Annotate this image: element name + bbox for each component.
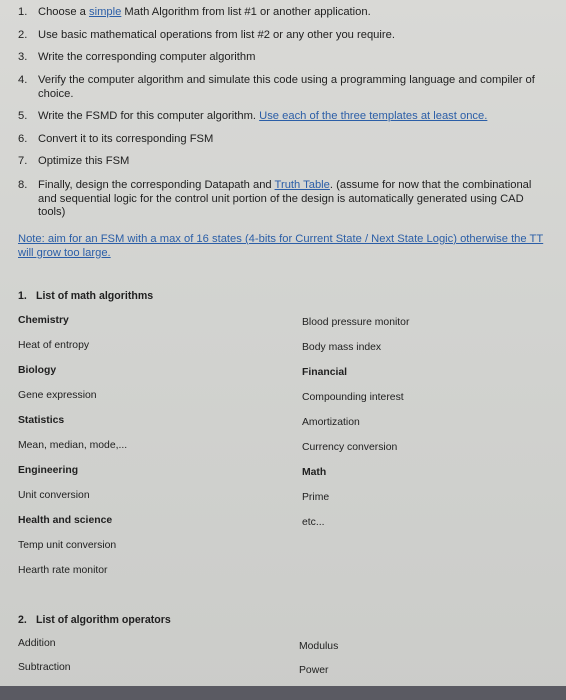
step-text: Write the FSMD for this computer algorithm. Use each of the three templates at least once. <box>38 110 488 122</box>
list-item: Temp unit conversion <box>18 540 117 551</box>
category-math: Math <box>302 467 327 478</box>
list-item: Amortization <box>302 417 360 428</box>
step-text: Choose a simple Math Algorithm from list #1 or another application. <box>38 6 371 18</box>
category-chemistry: Chemistry <box>18 315 69 326</box>
list-item: Subtraction <box>18 662 71 673</box>
list-item: etc... <box>302 517 325 528</box>
list2-heading: 2. List of algorithm operators <box>18 614 171 626</box>
step-text: Optimize this FSM <box>38 155 130 167</box>
list-item: Body mass index <box>302 342 382 353</box>
category-engineering: Engineering <box>18 465 79 476</box>
list-item: Currency conversion <box>302 442 398 453</box>
list-item: Modulus <box>299 641 339 652</box>
link-templates[interactable]: Use each of the three templates at least once. <box>259 110 488 122</box>
list-item: Mean, median, mode,... <box>18 440 128 451</box>
category-biology: Biology <box>18 365 57 376</box>
link-simple[interactable]: simple <box>89 6 122 18</box>
category-health-science: Health and science <box>18 515 113 526</box>
list-item: Prime <box>302 492 330 503</box>
step-text: Write the corresponding computer algorithm <box>38 51 256 63</box>
step-text: Verify the computer algorithm and simulate this code using a programming language and compiler of choice. <box>38 74 535 100</box>
document-page: 1. Choose a simple Math Algorithm from list #1 or another application. 2. Use basic mathematical operations from list #2 or any other you require. 3. Write the corresponding computer algorithm 4. Verify the computer algorithm and simulate this code using a programming language and compiler of choice. 5. Write the FSMD for this computer algorithm. Use each of the three templates at least once. 6. Convert it to its corresponding FSM 7. Optimize this FSM 8. Finally, design the corresponding Datapath and Truth Table. (assume for now that the combinational and sequential logic for the control unit portion of the design is automatically generated using CAD tools) Note: aim for an FSM with a max of 16 states (4-bits for Current State / Next State Logic) otherwise the TT will grow too large. 1. List of math algorithms Chemistry Heat of entropy Biology Gene expression Statistics Mean, median, mode,... Engineering Unit conversion Health and science Temp unit conversion Hearth rate monitor Blood pressure monitor Body mass index Financial Compounding interest Amortization Currency conversion Math Prime etc... 2. List of algorithm operators Addition Subtraction Modulus Power <box>0 0 566 700</box>
step-text: Use basic mathematical operations from list #2 or any other you require. <box>38 29 395 41</box>
list-item: Heat of entropy <box>18 340 90 351</box>
step-text: Finally, design the corresponding Datapath and Truth Table. (assume for now that the combinational and sequential logic for the control unit portion of the design is automatically generated using CAD tools) <box>38 179 532 218</box>
category-statistics: Statistics <box>18 415 65 426</box>
link-truth-table[interactable]: Truth Table <box>274 179 330 191</box>
list-item: Addition <box>18 638 56 649</box>
list-item: Hearth rate monitor <box>18 565 108 576</box>
step-number: 1. <box>18 6 28 18</box>
list-item: Compounding interest <box>302 392 404 403</box>
note-link[interactable]: Note: aim for an FSM with a max of 16 states (4-bits for Current State / Next State Logic) otherwise the TT will grow too large. <box>18 233 544 259</box>
step-text: Convert it to its corresponding FSM <box>38 133 214 145</box>
category-financial: Financial <box>302 367 348 378</box>
list-item: Unit conversion <box>18 490 90 501</box>
list1-heading: 1. List of math algorithms <box>18 290 154 302</box>
list-item: Gene expression <box>18 390 97 401</box>
list-item: Blood pressure monitor <box>302 317 410 328</box>
list-item: Power <box>299 665 329 676</box>
bottom-edge-bar <box>0 686 566 700</box>
